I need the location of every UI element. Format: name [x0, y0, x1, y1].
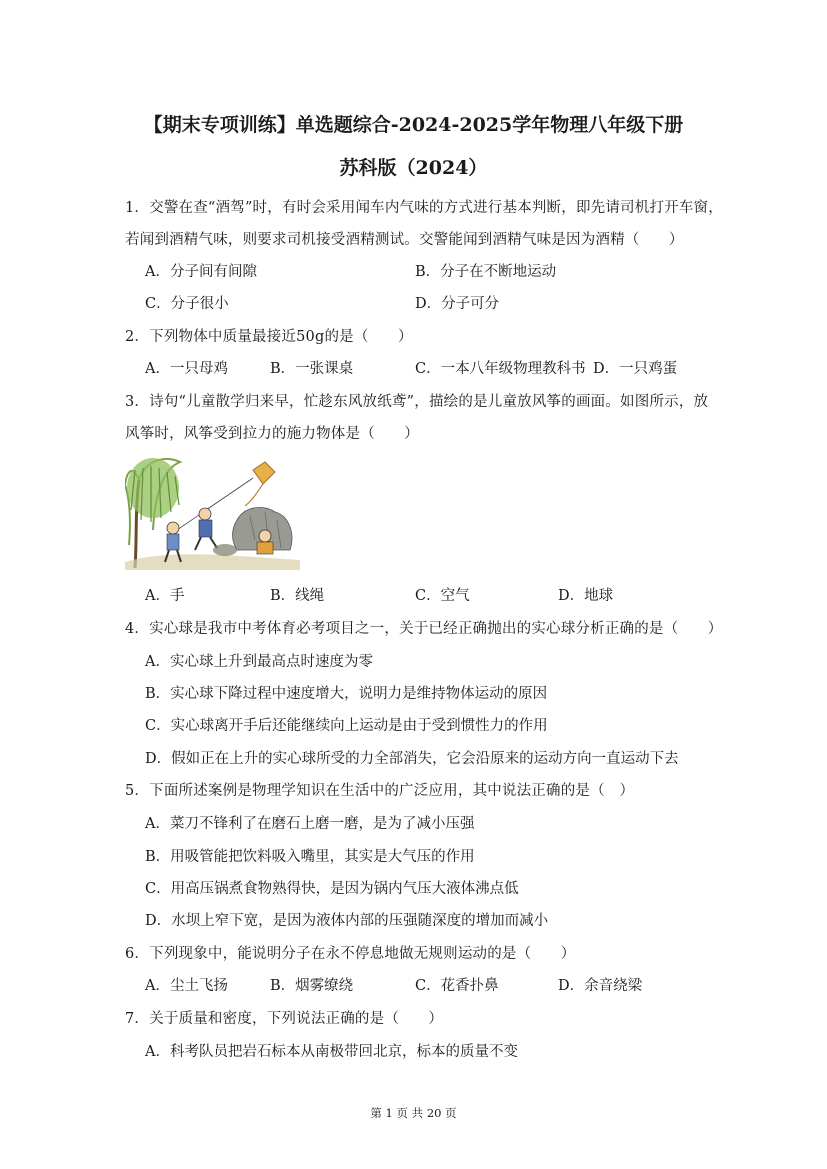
question-text: 3．诗句“儿童散学归来早，忙趁东风放纸鸢”，描绘的是儿童放风筝的画面。如图所示，放: [125, 394, 709, 410]
option-b: B．一张课桌: [270, 361, 354, 377]
option-a: A．一只母鸡: [145, 361, 228, 377]
question-text: 6．下列现象中，能说明分子在永不停息地做无规则运动的是（ ）: [125, 946, 576, 962]
option-c: C．实心球离开手后还能继续向上运动是由于受到惯性力的作用: [145, 718, 548, 734]
option-c: C．空气: [415, 588, 470, 604]
option-d: D．余音绕梁: [558, 978, 643, 994]
question-text: 7．关于质量和密度，下列说法正确的是（ ）: [125, 1011, 444, 1027]
option-c: C．一本八年级物理教科书: [415, 361, 586, 377]
option-d: D．假如正在上升的实心球所受的力全部消失，它会沿原来的运动方向一直运动下去: [145, 751, 679, 767]
option-c: C．花香扑鼻: [415, 978, 499, 994]
option-d: D．一只鸡蛋: [593, 361, 678, 377]
option-b: B．分子在不断地运动: [415, 264, 557, 280]
kite-flying-illustration: [125, 450, 300, 570]
question-text: 若闻到酒精气味，则要求司机接受酒精测试。交警能闻到酒精气味是因为酒精（ ）: [125, 232, 684, 248]
question-text: 4．实心球是我市中考体育必考项目之一，关于已经正确抛出的实心球分析正确的是（ ）: [125, 621, 723, 637]
option-a: A．科考队员把岩石标本从南极带回北京，标本的质量不变: [145, 1044, 518, 1060]
doc-title-line1: 【期末专项训练】单选题综合-2024-2025学年物理八年级下册: [143, 114, 684, 136]
doc-title-line2: 苏科版（2024）: [339, 157, 488, 179]
question-text: 1．交警在查“酒驾”时，有时会采用闻车内气味的方式进行基本判断，即先请司机打开车窗，: [125, 200, 723, 216]
option-c: C．用高压锅煮食物熟得快，是因为锅内气压大液体沸点低: [145, 881, 519, 897]
option-b: B．烟雾缭绕: [270, 978, 354, 994]
option-d: D．分子可分: [415, 296, 500, 312]
option-b: B．线绳: [270, 588, 325, 604]
question-text: 5．下面所述案例是物理学知识在生活中的广泛应用，其中说法正确的是（ ）: [125, 783, 635, 799]
option-a: A．尘土飞扬: [145, 978, 228, 994]
option-c: C．分子很小: [145, 296, 229, 312]
option-d: D．水坝上窄下宽，是因为液体内部的压强随深度的增加而减小: [145, 913, 549, 929]
option-a: A．分子间有间隙: [145, 264, 257, 280]
option-a: A．实心球上升到最高点时速度为零: [145, 654, 373, 670]
option-d: D．地球: [558, 588, 614, 604]
option-b: B．实心球下降过程中速度增大，说明力是维持物体运动的原因: [145, 686, 548, 702]
option-a: A．菜刀不锋利了在磨石上磨一磨，是为了减小压强: [145, 816, 475, 832]
page-footer: 第 1 页 共 20 页: [370, 1106, 457, 1120]
question-text: 风筝时，风筝受到拉力的施力物体是（ ）: [125, 426, 419, 442]
option-b: B．用吸管能把饮料吸入嘴里，其实是大气压的作用: [145, 849, 475, 865]
option-a: A．手: [145, 588, 185, 604]
question-text: 2．下列物体中质量最接近50g的是（ ）: [125, 329, 413, 345]
